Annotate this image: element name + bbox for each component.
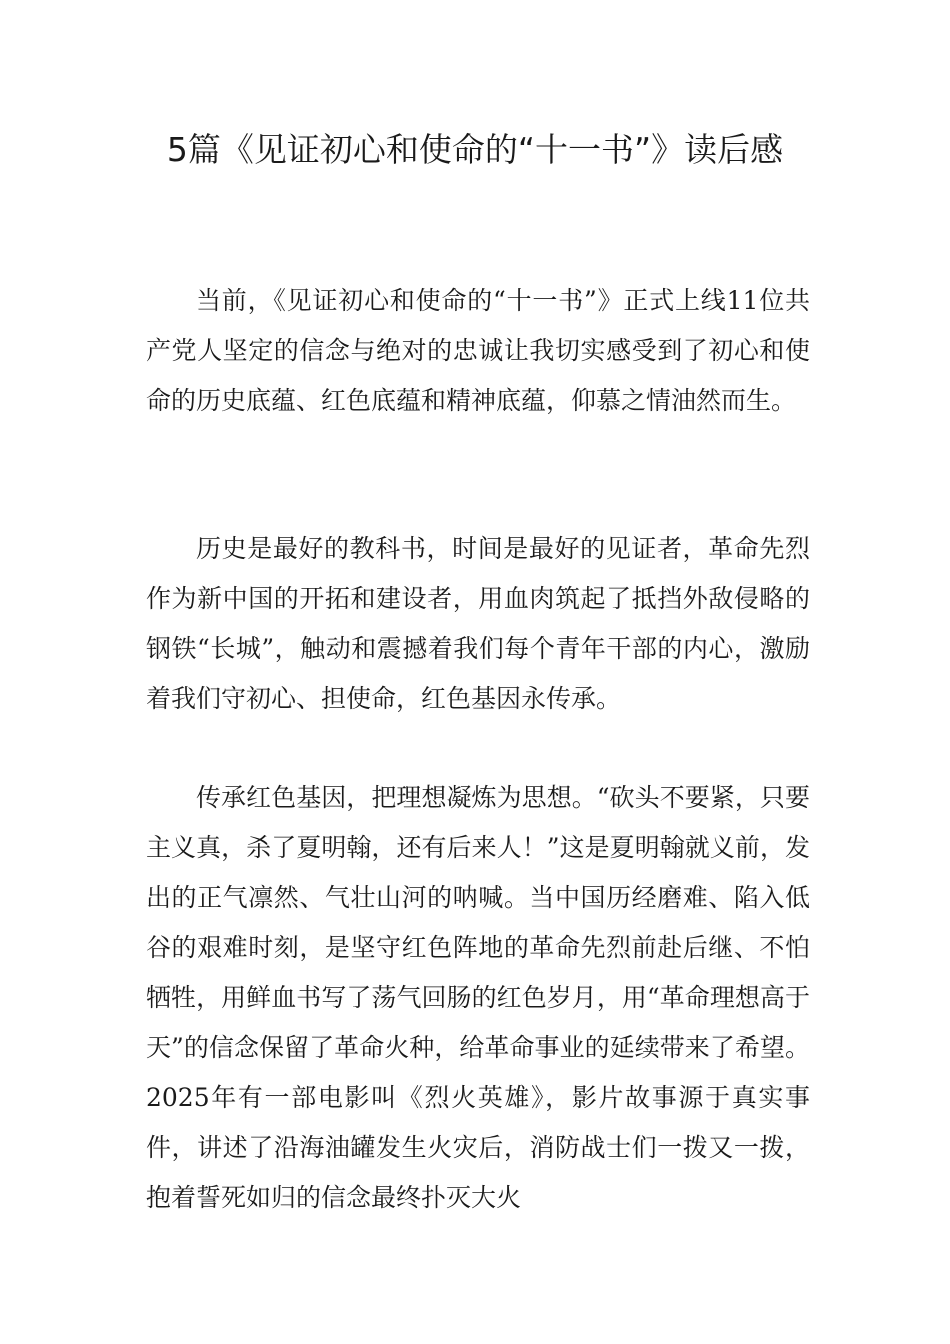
body-paragraph-1: 当前，《见证初心和使命的“十一书”》正式上线11位共产党人坚定的信念与绝对的忠诚让我切实感受到了初心和使命的历史底蕴、红色底蕴和精神底蕴，仰慕之情油然而生。 <box>146 286 810 415</box>
document-title: 5篇《见证初心和使命的“十一书”》读后感 <box>166 130 784 169</box>
body-paragraph-3: 传承红色基因，把理想凝炼为思想。“砍头不要紧，只要主义真，杀了夏明翰，还有后来人！”这是夏明翰就义前，发出的正气凛然、气壮山河的呐喊。当中国历经磨难、陷入低谷的艰难时刻，是坚守红色阵地的革命先烈前赴后继、不怕牺牲，用鲜血书写了荡气回肠的红色岁月，用“革命理想高于天”的信念保留了革命火种，给革命事业的延续带来了希望。2025年有一部电影叫《烈火英雄》，影片故事源于真实事件，讲述了沿海油罐发生火灾后，消防战士们一拨又一拨，抱着誓死如归的信念最终扑灭大火 <box>146 783 810 1212</box>
body-paragraph-2: 历史是最好的教科书，时间是最好的见证者，革命先烈作为新中国的开拓和建设者，用血肉筑起了抵挡外敌侵略的钢铁“长城”，触动和震撼着我们每个青年干部的内心，激励着我们守初心、担使命，红色基因永传承。 <box>146 534 810 713</box>
